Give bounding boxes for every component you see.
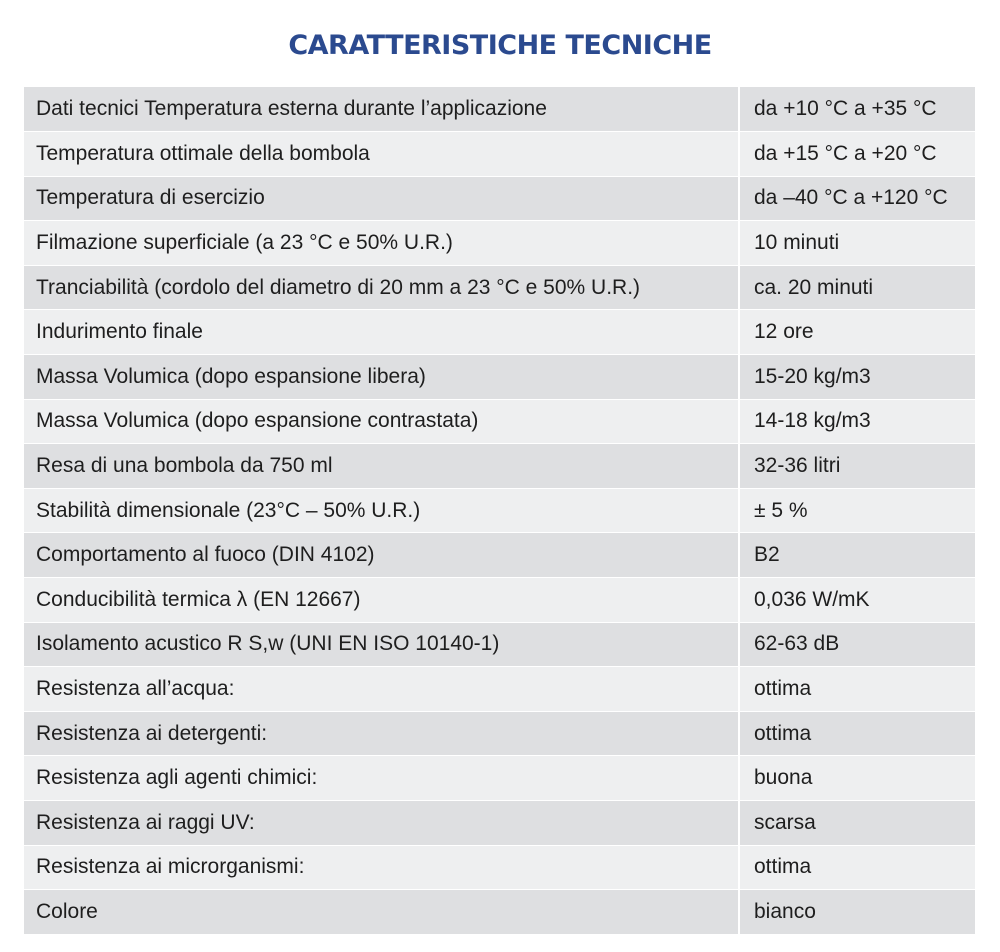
spec-label: Conducibilità termica λ (EN 12667) — [24, 578, 739, 623]
spec-value: 12 ore — [739, 310, 975, 355]
table-row — [24, 265, 975, 310]
table-row — [24, 399, 975, 444]
table-row — [24, 667, 975, 712]
spec-label: Resistenza ai raggi UV: — [24, 801, 739, 846]
table-row — [24, 488, 975, 533]
spec-value: 32-36 litri — [739, 444, 975, 489]
spec-label: Resistenza ai microrganismi: — [24, 845, 739, 890]
technical-specs-table — [24, 87, 975, 935]
spec-label: Resistenza agli agenti chimici: — [24, 756, 739, 801]
table-row — [24, 890, 975, 935]
spec-value: da +10 °C a +35 °C — [739, 87, 975, 132]
spec-value: buona — [739, 756, 975, 801]
spec-value: B2 — [739, 533, 975, 578]
table-row — [24, 801, 975, 846]
spec-value: da –40 °C a +120 °C — [739, 176, 975, 221]
table-row — [24, 310, 975, 355]
spec-label: Tranciabilità (cordolo del diametro di 20 mm a 23 °C e 50% U.R.) — [24, 265, 739, 310]
spec-value: 10 minuti — [739, 221, 975, 266]
table-row — [24, 176, 975, 221]
table-row — [24, 711, 975, 756]
table-row — [24, 221, 975, 266]
spec-value: 14-18 kg/m3 — [739, 399, 975, 444]
table-row — [24, 533, 975, 578]
spec-value: ca. 20 minuti — [739, 265, 975, 310]
spec-label: Dati tecnici Temperatura esterna durante l’applicazione — [24, 87, 739, 132]
spec-value: ottima — [739, 845, 975, 890]
page-title: CARATTERISTICHE TECNICHE — [288, 30, 712, 61]
spec-value: scarsa — [739, 801, 975, 846]
table-row — [24, 622, 975, 667]
table-row — [24, 578, 975, 623]
spec-label: Indurimento finale — [24, 310, 739, 355]
spec-label: Colore — [24, 890, 739, 935]
spec-value: bianco — [739, 890, 975, 935]
spec-value: 15-20 kg/m3 — [739, 355, 975, 400]
spec-label: Temperatura di esercizio — [24, 176, 739, 221]
table-row — [24, 132, 975, 177]
table-row — [24, 845, 975, 890]
spec-label: Resa di una bombola da 750 ml — [24, 444, 739, 489]
table-row — [24, 756, 975, 801]
spec-label: Comportamento al fuoco (DIN 4102) — [24, 533, 739, 578]
spec-label: Temperatura ottimale della bombola — [24, 132, 739, 177]
spec-label: Stabilità dimensionale (23°C – 50% U.R.) — [24, 488, 739, 533]
spec-label: Resistenza all’acqua: — [24, 667, 739, 712]
table-row — [24, 444, 975, 489]
spec-value: 0,036 W/mK — [739, 578, 975, 623]
spec-label: Isolamento acustico R S,w (UNI EN ISO 10140-1) — [24, 622, 739, 667]
spec-label: Massa Volumica (dopo espansione libera) — [24, 355, 739, 400]
technical-specs-body — [24, 87, 975, 934]
spec-value: ottima — [739, 667, 975, 712]
table-row — [24, 355, 975, 400]
spec-value: 62-63 dB — [739, 622, 975, 667]
spec-label: Resistenza ai detergenti: — [24, 711, 739, 756]
spec-value: ± 5 % — [739, 488, 975, 533]
spec-label: Massa Volumica (dopo espansione contrastata) — [24, 399, 739, 444]
spec-value: da +15 °C a +20 °C — [739, 132, 975, 177]
table-row — [24, 87, 975, 132]
spec-label: Filmazione superficiale (a 23 °C e 50% U.R.) — [24, 221, 739, 266]
spec-value: ottima — [739, 711, 975, 756]
